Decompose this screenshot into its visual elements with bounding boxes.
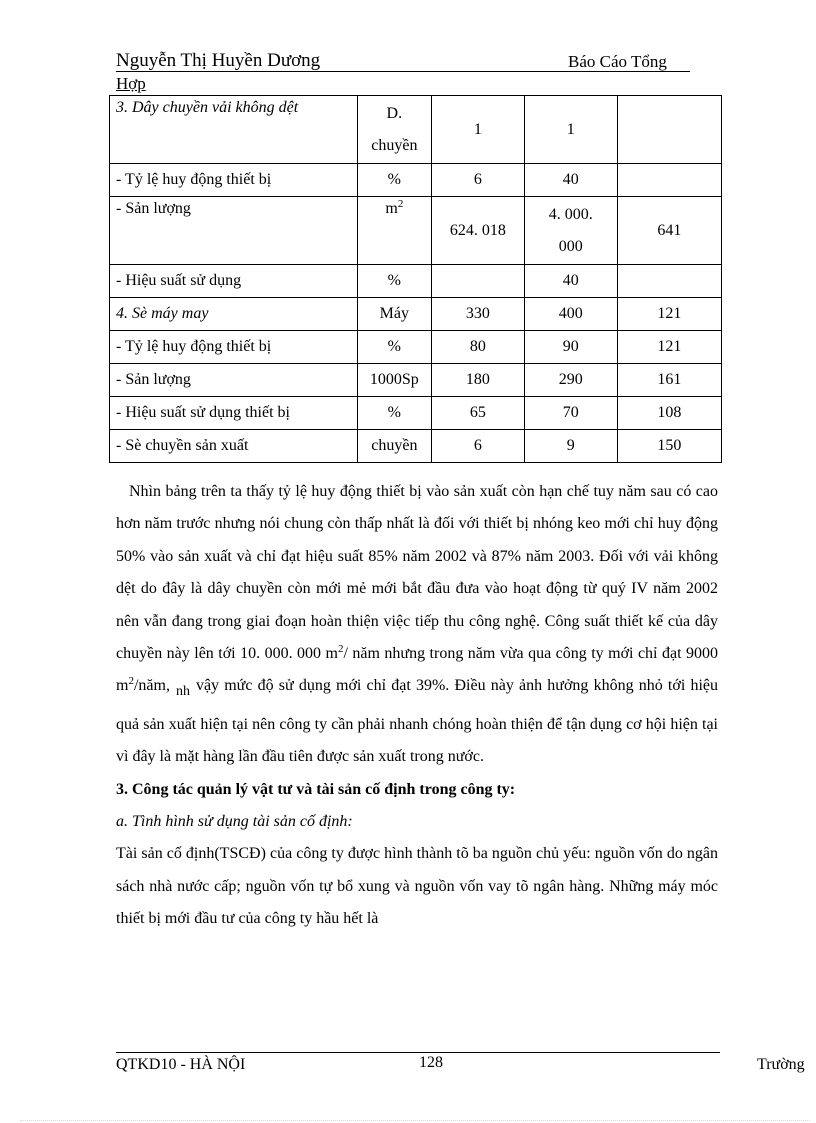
row-col2: 1 (524, 96, 617, 164)
subscript-fragment: nh (175, 684, 190, 700)
footer-rule (116, 1052, 720, 1053)
value-line-1: 4. 000. (548, 205, 593, 223)
row-label: - Tỷ lệ huy động thiết bị (110, 164, 358, 197)
table-row (110, 397, 722, 430)
row-col1: 65 (431, 397, 524, 430)
row-unit (357, 197, 431, 265)
paragraph-text-a: Nhìn bảng trên ta thấy tỷ lệ huy động thiết bị vào sản xuất còn hạn chế tuy năm sau có cao hơn năm trước nhưng nói chung còn thấp nhất là đối với thiết bị nhóng keo mới chỉ huy động 50% vào sản xuất và chỉ đạt hiệu suất 85% năm 2002 và 87% năm 2003. Đối với vải không dệt do đây là dây chuyền còn mới mẻ mới bắt đầu đưa vào hoạt động từ quý IV năm 2002 nên vẫn đang trong giai đoạn hoàn thiện việc tiếp thu công nghệ. Công suất thiết kế của dây chuyền này lên tới 10. 000. 000 m (116, 483, 718, 663)
row-col3 (617, 265, 721, 298)
table-row (110, 96, 722, 164)
footer-right: Trường (757, 1056, 805, 1073)
row-unit: chuyền (357, 430, 431, 463)
row-col1: 6 (431, 430, 524, 463)
header-report-title-cont: Hợp (116, 74, 146, 93)
superscript-2: 2 (128, 675, 134, 688)
table-row (110, 364, 722, 397)
subsection-heading: a. Tình hình sử dụng tài sản cố định: (116, 813, 353, 831)
row-col3: 121 (617, 331, 721, 364)
row-col1: 330 (431, 298, 524, 331)
header-rule (116, 71, 690, 72)
row-col2 (524, 197, 617, 265)
row-unit: % (357, 397, 431, 430)
body-text (116, 476, 718, 936)
value-line-2: 000 (558, 237, 583, 255)
row-col3: 641 (617, 197, 721, 265)
row-col1: 1 (431, 96, 524, 164)
row-unit: % (357, 164, 431, 197)
row-label: - Tỷ lệ huy động thiết bị (110, 331, 358, 364)
superscript-2: 2 (337, 643, 344, 656)
table-row (110, 331, 722, 364)
row-col2: 40 (524, 265, 617, 298)
row-col2: 400 (524, 298, 617, 331)
paragraph-text-c: /năm, (133, 677, 170, 695)
equipment-table (109, 95, 722, 463)
unit-superscript: 2 (397, 198, 404, 210)
table-row (110, 430, 722, 463)
unit-line-1: D. (386, 104, 403, 122)
row-unit: Máy (357, 298, 431, 331)
row-col1 (431, 265, 524, 298)
row-label: - Sản lượng (110, 364, 358, 397)
row-col2: 290 (524, 364, 617, 397)
row-col3 (617, 164, 721, 197)
row-label: - Hiệu suất sử dụng thiết bị (110, 397, 358, 430)
page-number: 128 (419, 1054, 443, 1071)
row-unit: % (357, 265, 431, 298)
page-bottom-edge (20, 1120, 810, 1121)
table-row (110, 265, 722, 298)
row-col2: 70 (524, 397, 617, 430)
paragraph-fixed-assets: Tài sản cố định(TSCĐ) của công ty được hình thành tõ ba nguồn chủ yếu: nguồn vốn do ngân sách nhà nước cấp; nguồn vốn tự bổ xung và nguồn vốn vay tõ ngân hàng. Những máy móc thiết bị mới đầu tư của công ty hầu hết là (116, 845, 718, 928)
row-label: 4. Sè máy may (110, 298, 358, 331)
row-col3: 121 (617, 298, 721, 331)
unit-line-2: chuyền (371, 136, 418, 154)
row-col3 (617, 96, 721, 164)
row-unit (357, 96, 431, 164)
unit-text: m (385, 200, 398, 217)
table-row (110, 164, 722, 197)
row-col3: 108 (617, 397, 721, 430)
paragraph-analysis (116, 476, 718, 774)
section-heading: 3. Công tác quản lý vật tư và tài sản cố định trong công ty: (116, 780, 516, 798)
row-label: - Sản lượng (110, 197, 358, 265)
paragraph-text-b: / năm nhưng trong năm vừa qua công ty mới chỉ đạt 9000 m (116, 645, 718, 695)
row-col3: 150 (617, 430, 721, 463)
header-author: Nguyễn Thị Huyền Dương (116, 50, 321, 71)
table-row (110, 298, 722, 331)
row-col1: 6 (431, 164, 524, 197)
row-col1: 624. 018 (431, 197, 524, 265)
row-unit: 1000Sp (357, 364, 431, 397)
row-col2: 90 (524, 331, 617, 364)
row-col3: 161 (617, 364, 721, 397)
row-unit: % (357, 331, 431, 364)
row-label: - Hiệu suất sử dụng (110, 265, 358, 298)
header-report-title: Báo Cáo Tổng (568, 52, 667, 71)
row-label: 3. Dây chuyền vải không dệt (110, 96, 358, 164)
paragraph-text-d: vậy mức độ sử dụng mới chỉ đạt 39%. Điều này ảnh hưởng không nhỏ tới hiệu quả sản xuất hiện tại nên công ty cần phải nhanh chóng hoàn thiện để tận dụng cơ hội hiện tại vì đây là mặt hàng lần đầu tiên được sản xuất trong nước. (116, 677, 718, 766)
row-col2: 40 (524, 164, 617, 197)
table-row (110, 197, 722, 265)
row-col1: 80 (431, 331, 524, 364)
row-label: - Sè chuyền sản xuất (110, 430, 358, 463)
row-col1: 180 (431, 364, 524, 397)
footer-left: QTKD10 - HÀ NỘI (116, 1056, 246, 1073)
row-col2: 9 (524, 430, 617, 463)
